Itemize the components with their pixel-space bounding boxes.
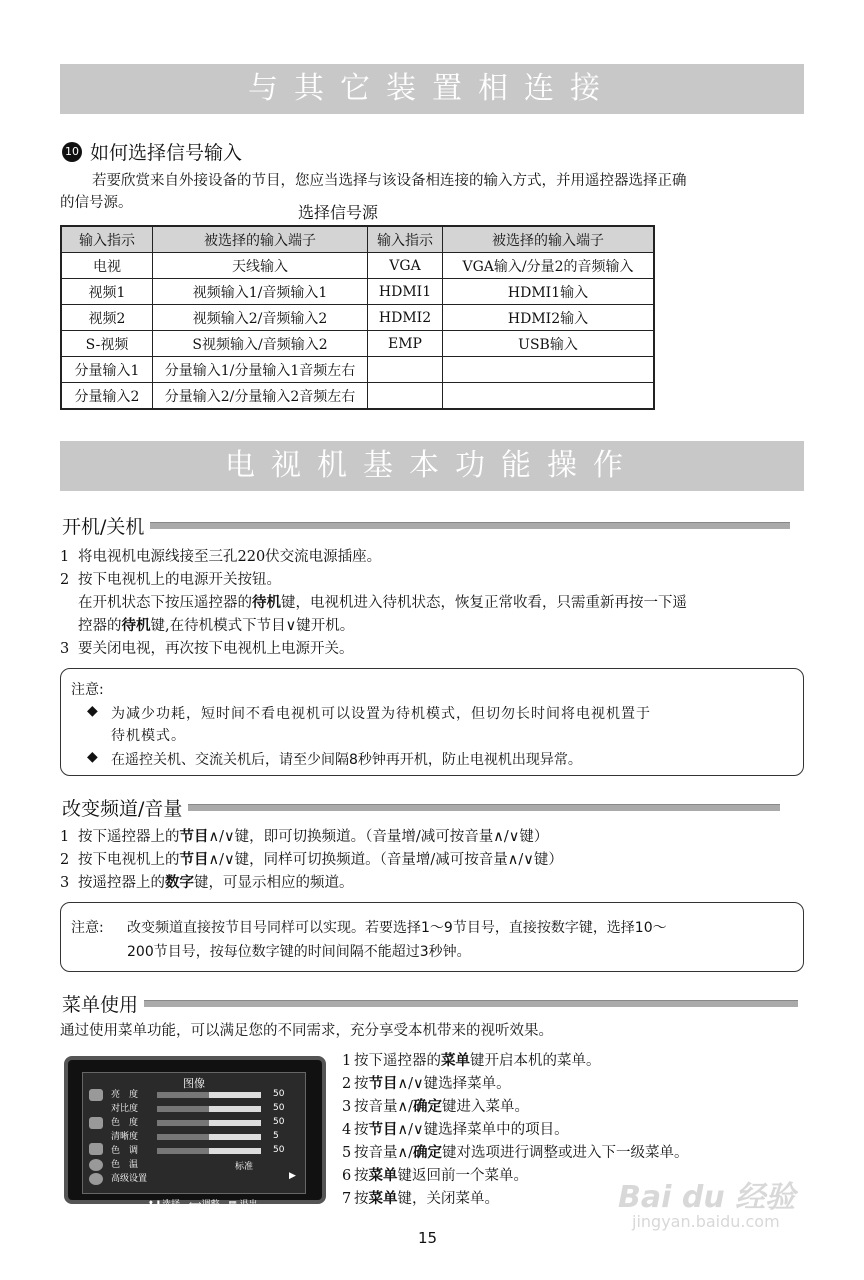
osd-item-label: 对比度: [111, 1104, 139, 1114]
step-number: 2: [60, 852, 70, 868]
step-text: 键，关闭菜单。: [397, 1191, 499, 1207]
osd-footer-select: ⬆⬇选择: [147, 1200, 181, 1210]
osd-item-slider: [157, 1134, 261, 1140]
step-text: 键对选项进行调整或进入下一级菜单。: [442, 1145, 689, 1161]
table-cell: 视频1: [61, 279, 153, 305]
step-keyword: 待机: [121, 618, 151, 634]
step-text: 按下遥控器上的: [78, 829, 180, 845]
power-step-1: [60, 546, 381, 568]
osd-item-slider: [157, 1120, 261, 1126]
page-number: 15: [418, 1229, 438, 1247]
table-cell: HDMI2: [368, 305, 443, 331]
signal-source-table: [60, 225, 655, 410]
table-title: 选择信号源: [298, 203, 379, 222]
table-cell: VGA输入/分量2的音频输入: [443, 253, 655, 279]
menu-step-2: [342, 1073, 511, 1095]
watermark-url: jingyan.baidu.com: [632, 1212, 780, 1231]
osd-menu-panel: [82, 1072, 306, 1210]
osd-item-value: 50: [273, 1145, 285, 1155]
step-number: 3: [342, 1099, 352, 1115]
power-step-2-detail-2: [78, 615, 354, 637]
step-text: 按音量∧/: [354, 1145, 413, 1161]
osd-item-label: 清晰度: [111, 1132, 139, 1142]
step-text: 键，电视机进入待机状态，恢复正常收看，只需重新再按一下遥: [281, 595, 687, 611]
table-cell: 分量输入2: [61, 383, 153, 410]
osd-item-value: 5: [273, 1131, 279, 1141]
osd-slider-fill: [157, 1134, 209, 1140]
table-cell: USB输入: [443, 331, 655, 357]
heading-rule: [150, 522, 790, 529]
advanced-icon: [89, 1173, 103, 1185]
menu-step-1: [342, 1050, 601, 1072]
step-text: 按: [354, 1191, 369, 1207]
heading-rule: [188, 804, 780, 811]
power-note-box: [60, 668, 804, 776]
table-cell: S-视频: [61, 331, 153, 357]
osd-slider-fill: [157, 1120, 209, 1126]
table-cell: 视频输入1/音频输入1: [153, 279, 368, 305]
step-text: 按: [354, 1168, 369, 1184]
table-cell: HDMI2输入: [443, 305, 655, 331]
table-cell: [443, 357, 655, 383]
step-text: 按下电视机上的电源开关按钮。: [78, 572, 281, 588]
power-step-2-detail-1: [78, 592, 687, 614]
table-header-row: [61, 226, 654, 253]
step-text: 键进入菜单。: [442, 1099, 529, 1115]
table-cell: 分量输入1/分量输入1音频左右: [153, 357, 368, 383]
step-text: 按音量∧/: [354, 1099, 413, 1115]
channel-step-3: [60, 872, 354, 894]
step-text: 要关闭电视，再次按下电视机上电源开关。: [78, 641, 354, 657]
note-item-1-cont: 待机模式。: [111, 728, 186, 744]
table-cell: VGA: [368, 253, 443, 279]
step-keyword: 节目: [368, 1076, 398, 1092]
table-cell: 分量输入2/分量输入2音频左右: [153, 383, 368, 410]
channel-step-1: [60, 826, 548, 848]
step-text: 将电视机电源线接至三孔220伏交流电源插座。: [78, 549, 382, 565]
osd-title: 图像: [183, 1077, 205, 1090]
osd-item-slider: [157, 1092, 261, 1098]
heading-channel-text: 改变频道/音量: [62, 798, 183, 820]
table-row: [61, 357, 654, 383]
osd-item-slider: [157, 1148, 261, 1154]
osd-item-label: 色 度: [111, 1118, 139, 1128]
step-keyword: 节目: [179, 829, 209, 845]
subsection-title-text: 如何选择信号输入: [90, 142, 243, 164]
step-number: 2: [342, 1076, 352, 1092]
step-keyword: 菜单: [441, 1053, 470, 1069]
table-row: [61, 253, 654, 279]
table-row: [61, 383, 654, 410]
step-number: 7: [342, 1191, 352, 1207]
step-text: 按: [354, 1122, 369, 1138]
clock-icon: [89, 1143, 103, 1155]
table-cell: [368, 383, 443, 410]
table-cell: [368, 357, 443, 383]
number-marker: 10: [62, 142, 82, 162]
table-row: [61, 279, 654, 305]
step-number: 6: [342, 1168, 352, 1184]
osd-footer-adjust: ⟺调整: [188, 1200, 220, 1210]
menu-step-4: [342, 1119, 569, 1141]
header-cell: 被选择的输入端子: [443, 226, 655, 253]
note-bullet: ◆: [87, 703, 98, 719]
osd-slider-fill: [157, 1106, 209, 1112]
picture-icon: [89, 1089, 103, 1101]
step-number: 3: [60, 641, 70, 657]
header-cell: 输入指示: [61, 226, 153, 253]
osd-temp-label: 色 温: [111, 1160, 139, 1170]
watermark-brand: Bai du 经验: [618, 1180, 796, 1215]
section-banner-connect: 与其它装置相连接: [60, 64, 804, 114]
table-cell: 天线输入: [153, 253, 368, 279]
step-keyword: 节目: [368, 1122, 398, 1138]
sound-icon: [89, 1117, 103, 1129]
osd-advanced-label: 高级设置: [111, 1174, 148, 1184]
step-text: 控器的: [78, 618, 122, 634]
channel-step-2: [60, 849, 563, 871]
note-bullet: ◆: [87, 749, 98, 765]
osd-menu-screenshot: [64, 1056, 326, 1210]
step-keyword: 待机: [252, 595, 281, 611]
heading-power-text: 开机/关机: [62, 516, 145, 538]
heading-power: [62, 512, 790, 539]
step-text: 在开机状态下按压遥控器的: [78, 595, 252, 611]
table-cell: 电视: [61, 253, 153, 279]
osd-temp-value: 标准: [235, 1162, 254, 1172]
step-text: 键,在待机模式下节目∨键开机。: [150, 618, 355, 634]
step-keyword: 数字: [165, 875, 194, 891]
step-text: 按下遥控器的: [354, 1053, 441, 1069]
step-keyword: 菜单: [368, 1168, 398, 1184]
heading-menu: [62, 990, 798, 1017]
step-number: 1: [60, 829, 70, 845]
osd-arrow-icon: ▶: [289, 1171, 296, 1181]
step-text: 键返回前一个菜单。: [397, 1168, 528, 1184]
step-keyword: 确定: [413, 1099, 442, 1115]
header-cell: 输入指示: [368, 226, 443, 253]
header-cell: 被选择的输入端子: [153, 226, 368, 253]
intro-line-2: 的信号源。: [60, 195, 133, 211]
step-text: 按: [354, 1076, 369, 1092]
table-cell: HDMI1输入: [443, 279, 655, 305]
step-keyword: 节目: [179, 852, 209, 868]
osd-item-value: 50: [273, 1089, 285, 1099]
menu-step-6: [342, 1165, 528, 1187]
note-line-2: 200节目号，按每位数字键的时间间隔不能超过3秒钟。: [127, 944, 471, 960]
heading-rule: [144, 1000, 798, 1007]
settings-icon: [89, 1159, 103, 1171]
step-text: 键开启本机的菜单。: [470, 1053, 601, 1069]
step-number: 2: [60, 572, 70, 588]
table-cell: S视频输入/音频输入2: [153, 331, 368, 357]
step-number: 3: [60, 875, 70, 891]
subsection-title: [62, 138, 242, 165]
step-number: 4: [342, 1122, 352, 1138]
intro-line-1: 若要欣赏来自外接设备的节目，您应当选择与该设备相连接的输入方式，并用遥控器选择正确: [92, 173, 687, 189]
step-text: 按下电视机上的: [78, 852, 180, 868]
heading-menu-text: 菜单使用: [62, 994, 139, 1016]
step-text: 按遥控器上的: [78, 875, 165, 891]
step-text: 键，可显示相应的频道。: [194, 875, 354, 891]
menu-step-3: [342, 1096, 529, 1118]
table-cell: [443, 383, 655, 410]
step-number: 1: [342, 1053, 352, 1069]
note-label: 注意:: [71, 920, 104, 936]
menu-step-7: [342, 1188, 499, 1210]
table-cell: HDMI1: [368, 279, 443, 305]
menu-step-5: [342, 1142, 689, 1164]
power-step-2: [60, 569, 281, 591]
section-banner-basic-ops: 电视机基本功能操作: [60, 441, 804, 491]
step-keyword: 菜单: [368, 1191, 398, 1207]
step-number: 5: [342, 1145, 352, 1161]
table-cell: 视频输入2/音频输入2: [153, 305, 368, 331]
osd-item-label: 亮 度: [111, 1090, 139, 1100]
table-cell: 分量输入1: [61, 357, 153, 383]
step-keyword: 确定: [413, 1145, 442, 1161]
osd-item-value: 50: [273, 1103, 285, 1113]
heading-channel-volume: [62, 794, 780, 821]
step-text: ∧/∨键选择菜单中的项目。: [397, 1122, 569, 1138]
table-row: [61, 331, 654, 357]
osd-item-label: 色 调: [111, 1146, 139, 1156]
osd-footer-exit: ▦ 退出: [228, 1200, 258, 1210]
table-row: [61, 305, 654, 331]
power-step-3: [60, 638, 354, 660]
table-cell: 视频2: [61, 305, 153, 331]
osd-footer: [147, 1197, 258, 1210]
menu-intro: 通过使用菜单功能，可以满足您的不同需求，充分享受本机带来的视听效果。: [60, 1023, 553, 1039]
osd-slider-fill: [157, 1092, 209, 1098]
step-text: ∧/∨键，即可切换频道。（音量增/减可按音量∧/∨键）: [208, 829, 549, 845]
step-text: ∧/∨键选择菜单。: [397, 1076, 511, 1092]
note-item-1: 为减少功耗，短时间不看电视机可以设置为待机模式，但切勿长时间将电视机置于: [111, 706, 651, 722]
note-item-2: 在遥控关机、交流关机后，请至少间隔8秒钟再开机，防止电视机出现异常。: [111, 752, 582, 768]
note-label: 注意:: [71, 682, 104, 698]
step-number: 1: [60, 549, 70, 565]
channel-note-box: [60, 902, 804, 972]
note-line-1: 改变频道直接按节目号同样可以实现。若要选择1～9节目号，直接按数字键，选择10～: [127, 920, 667, 936]
step-text: ∧/∨键，同样可切换频道。（音量增/减可按音量∧/∨键）: [208, 852, 563, 868]
table-cell: EMP: [368, 331, 443, 357]
osd-item-slider: [157, 1106, 261, 1112]
osd-slider-fill: [157, 1148, 209, 1154]
osd-item-value: 50: [273, 1117, 285, 1127]
